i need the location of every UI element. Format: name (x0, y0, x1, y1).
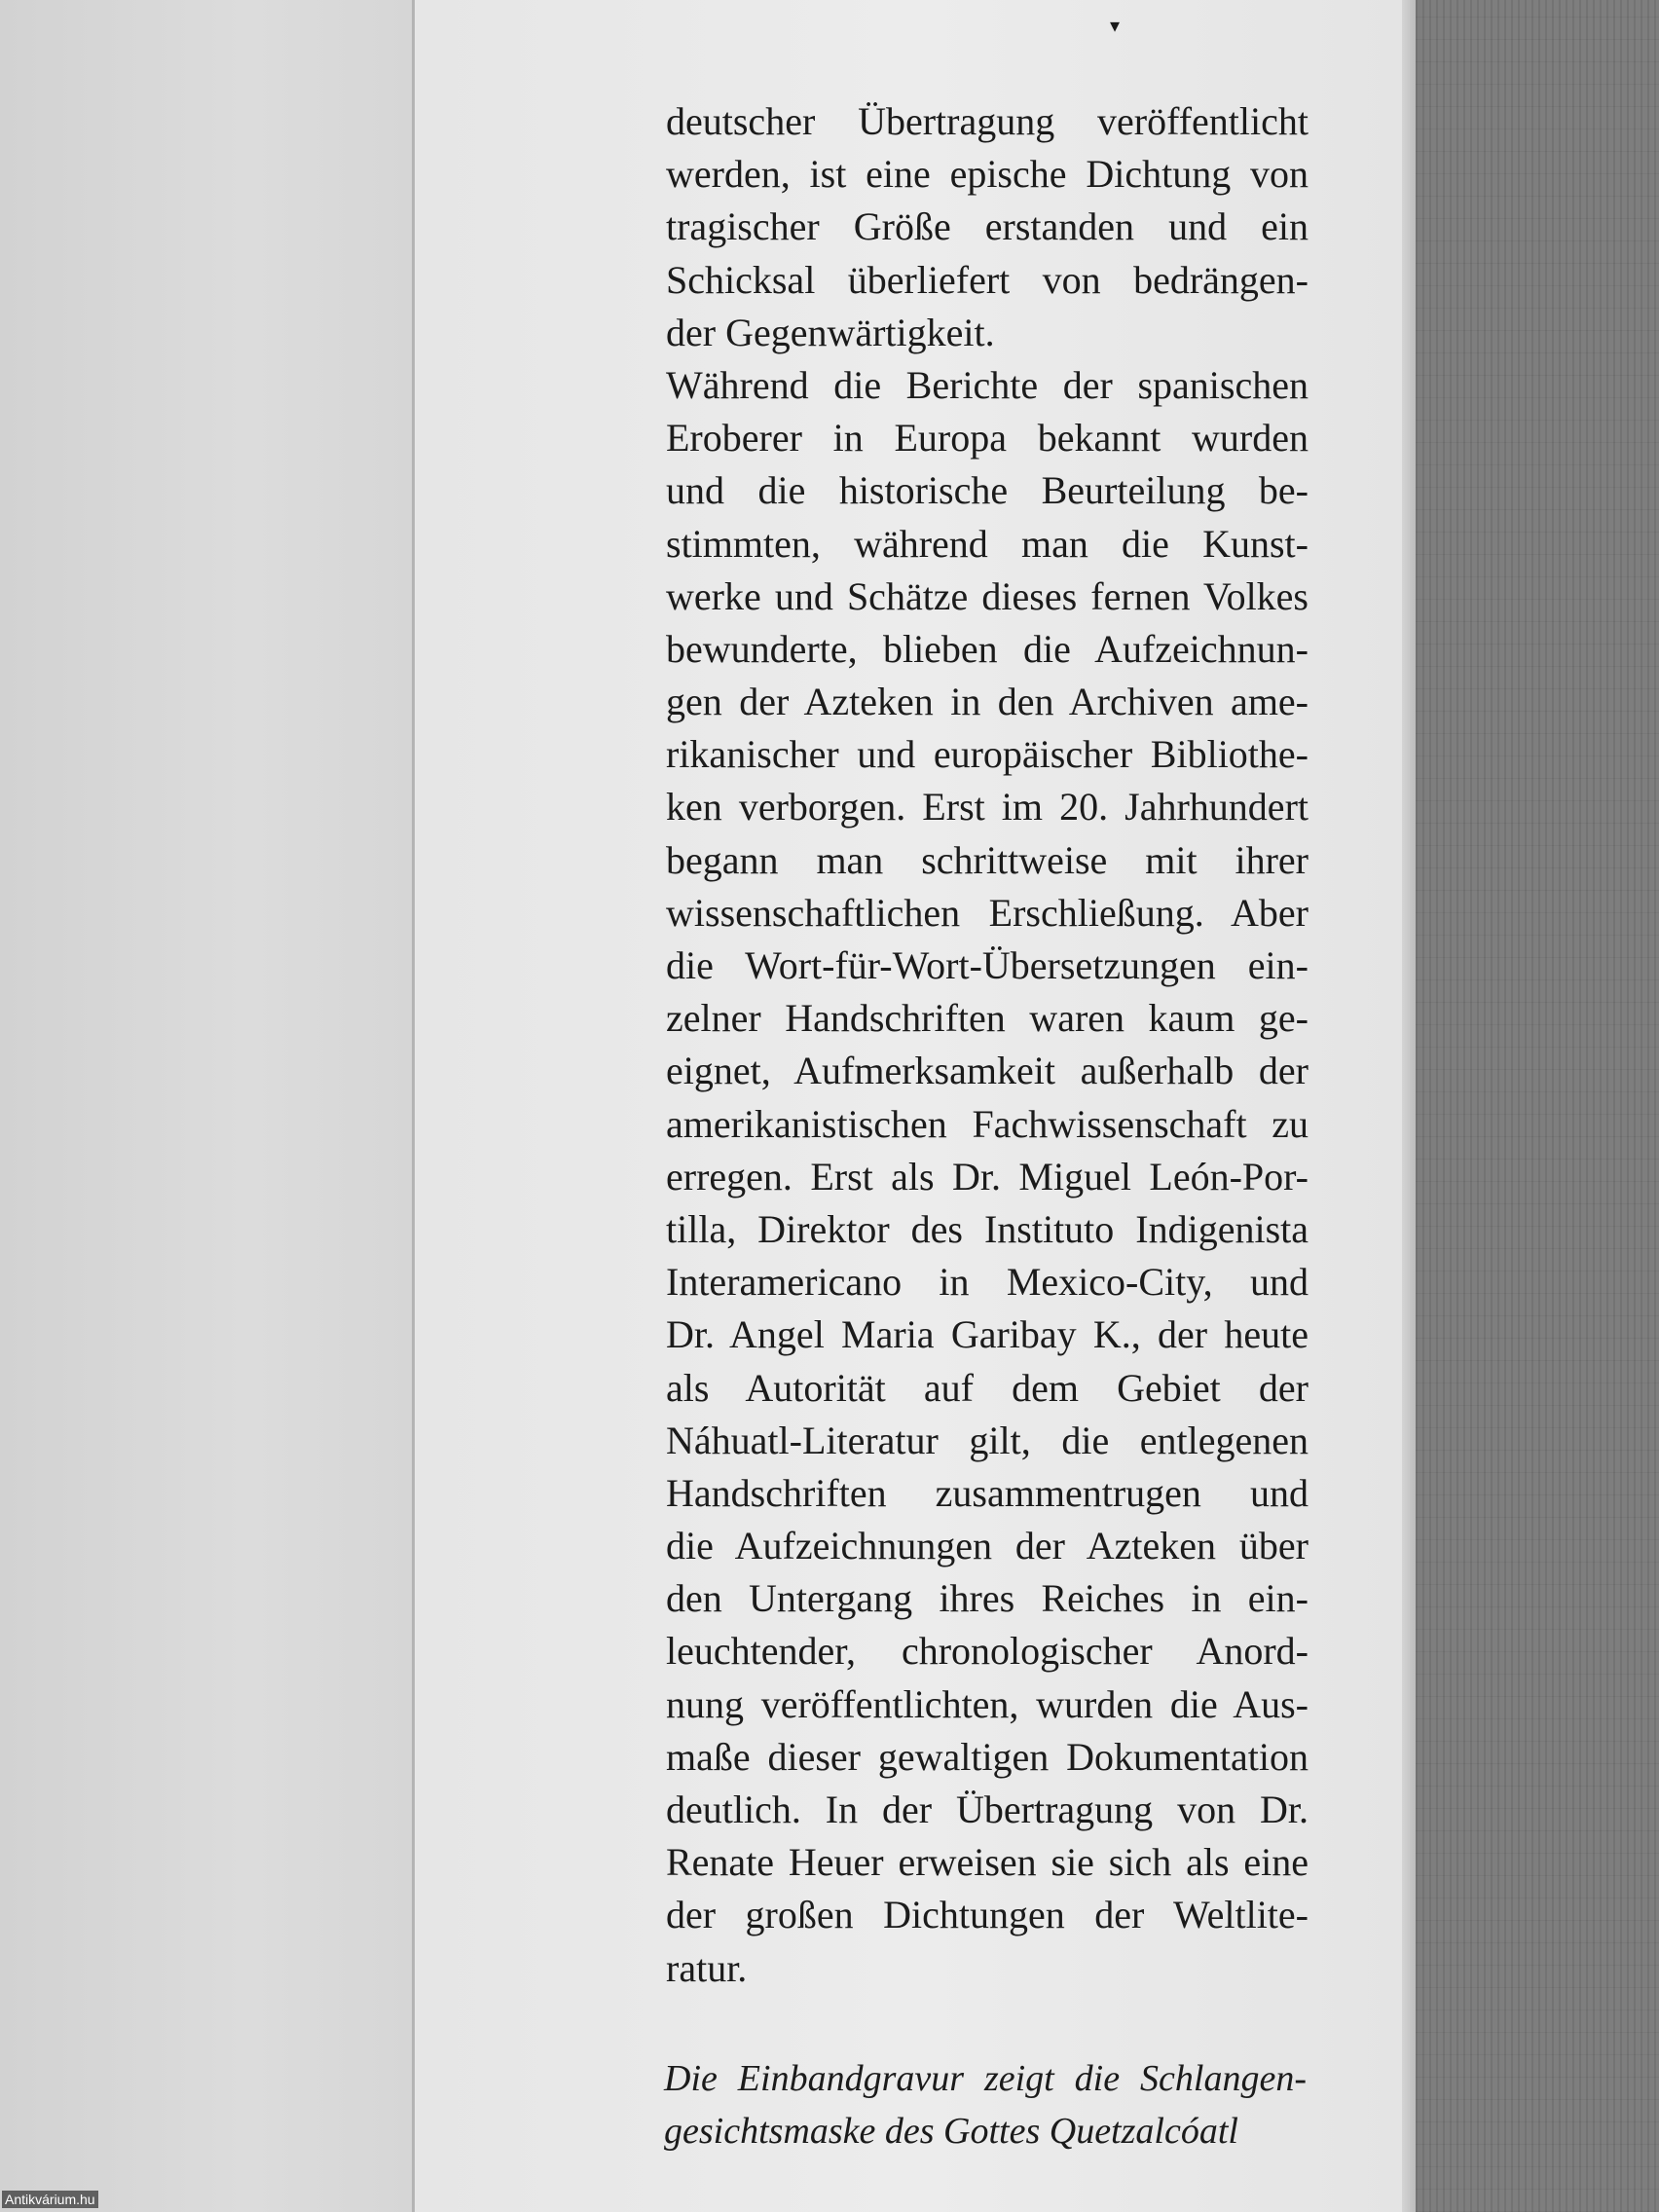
body-line: eignet, Aufmerksamkeit außerhalb der (666, 1049, 1309, 1093)
caption-line: gesichtsmaske des Gottes Quetzalcóatl (664, 2111, 1238, 2152)
body-line: nung veröffentlichten, wurden die Aus- (666, 1681, 1309, 1726)
caption-line: Die Einbandgravur zeigt die Schlangen- (664, 2058, 1307, 2099)
body-line: tilla, Direktor des Instituto Indigenista (666, 1206, 1309, 1251)
body-line: deutlich. In der Übertragung von Dr. (666, 1788, 1309, 1831)
body-line: Handschriften zusammentrugen und (666, 1470, 1309, 1515)
body-text (666, 95, 1309, 1995)
body-line: wissenschaftlichen Erschließung. Aber (666, 890, 1309, 935)
body-line: der großen Dichtungen der Weltlite- (666, 1893, 1309, 1937)
cover-engraving-caption (664, 2052, 1307, 2157)
printer-mark-icon: ▾ (1110, 14, 1121, 37)
body-line: erregen. Erst als Dr. Miguel León-Por- (666, 1154, 1309, 1198)
body-line: ken verborgen. Erst im 20. Jahrhundert (666, 785, 1309, 830)
watermark: Antikvárium.hu (2, 2191, 98, 2208)
body-line: werke und Schätze dieses fernen Volkes (666, 573, 1309, 618)
body-line: und die historische Beurteilung be- (666, 468, 1309, 513)
body-line: Dr. Angel Maria Garibay K., der heute (666, 1312, 1309, 1357)
body-line: als Autorität auf dem Gebiet der (666, 1365, 1309, 1410)
body-line: tragischer Größe erstanden und ein (666, 204, 1309, 249)
body-line: den Untergang ihres Reiches in ein- (666, 1576, 1309, 1621)
body-line: der Gegenwärtigkeit. (666, 310, 995, 354)
body-line: Interamericano in Mexico-City, und (666, 1260, 1309, 1305)
wood-background (1416, 0, 1659, 2212)
body-line: ratur. (666, 1945, 748, 1990)
body-line: begann man schrittweise mit ihrer (666, 837, 1309, 882)
body-line: werden, ist eine epische Dichtung von (666, 152, 1309, 197)
body-line: die Wort-für-Wort-Übersetzungen ein- (666, 943, 1309, 987)
body-line: Náhuatl-Literatur gilt, die entlegenen (666, 1418, 1309, 1462)
body-line: Eroberer in Europa bekannt wurden (666, 416, 1309, 461)
page-edge (1402, 0, 1416, 2212)
body-line: zelner Handschriften waren kaum ge- (666, 996, 1309, 1041)
body-line: Während die Berichte der spanischen (666, 362, 1309, 407)
left-flap (0, 0, 414, 2212)
body-line: die Aufzeichnungen der Azteken über (666, 1524, 1309, 1568)
body-line: maße dieser gewaltigen Dokumentation (666, 1734, 1309, 1779)
body-line: Renate Heuer erweisen sie sich als eine (666, 1840, 1309, 1885)
body-line: leuchtender, chronologischer Anord- (666, 1629, 1309, 1674)
body-line: gen der Azteken in den Archiven ame- (666, 680, 1309, 724)
body-line: deutscher Übertragung veröffentlicht (666, 99, 1309, 143)
body-line: Schicksal überliefert von bedrängen- (666, 257, 1309, 302)
body-line: stimmten, während man die Kunst- (666, 521, 1309, 566)
body-line: bewunderte, blieben die Aufzeichnun- (666, 626, 1309, 671)
body-line: amerikanistischen Fachwissenschaft zu (666, 1101, 1309, 1146)
body-line: rikanischer und europäischer Bibliothe- (666, 732, 1309, 777)
